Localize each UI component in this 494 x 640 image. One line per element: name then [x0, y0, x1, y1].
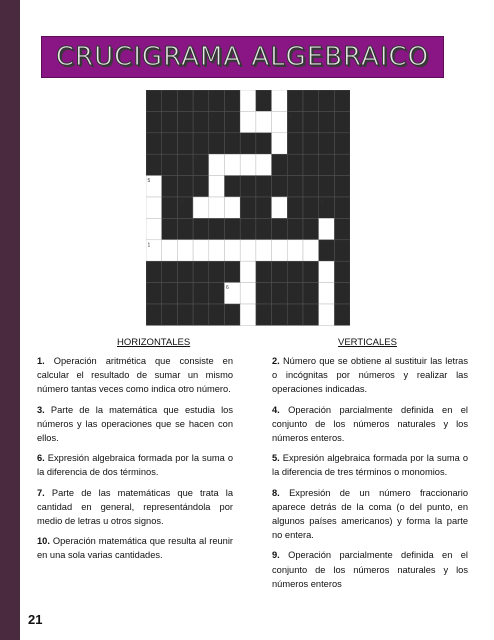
clue-text: Parte de las matemáticas que trata la cantidad en general, representándola por medio de letras u otros signos. — [37, 487, 233, 527]
crossword-cell-black — [287, 283, 303, 304]
crossword-cell-white[interactable] — [256, 240, 272, 261]
crossword-cell-black — [303, 176, 319, 197]
crossword-cell-black — [162, 218, 178, 239]
clue-item — [272, 403, 468, 446]
clue-text: Número que se obtiene al sustituir las letras o incógnitas por números y realizar las operaciones indicadas. — [272, 356, 468, 395]
crossword-cell-black — [193, 176, 209, 197]
crossword-cell-black — [225, 176, 241, 197]
crossword-cell-black — [225, 133, 241, 154]
crossword-cell-black — [225, 304, 241, 325]
crossword-cell-black — [146, 261, 162, 282]
crossword-cell-white[interactable] — [146, 197, 162, 218]
crossword-cell-white[interactable] — [319, 218, 335, 239]
crossword-cell-black — [287, 304, 303, 325]
crossword-clue-number: 2 — [210, 92, 214, 99]
crossword-cell-black — [256, 261, 272, 282]
crossword-cell-black — [162, 197, 178, 218]
crossword-cell-black — [272, 176, 288, 197]
clue-number: 1. — [37, 356, 45, 366]
crossword-cell-black — [287, 218, 303, 239]
verticales-heading: VERTICALES — [338, 337, 397, 348]
crossword-cell-white[interactable] — [256, 154, 272, 175]
crossword-cell-black — [193, 304, 209, 325]
clue-number: 2. — [272, 356, 280, 366]
crossword-cell-black — [209, 133, 225, 154]
crossword-cell-black — [256, 197, 272, 218]
crossword-cell-black — [334, 111, 350, 132]
crossword-cell-black — [209, 218, 225, 239]
crossword-cell-black — [162, 111, 178, 132]
verticales-clues — [272, 354, 468, 597]
crossword-cell-white[interactable] — [177, 240, 193, 261]
crossword-cell-black — [177, 154, 193, 175]
clue-item — [37, 403, 233, 446]
crossword-cell-black — [334, 261, 350, 282]
crossword-cell-black — [334, 218, 350, 239]
clue-number: 8. — [272, 487, 280, 498]
crossword-cell-black — [162, 154, 178, 175]
crossword-cell-black — [146, 111, 162, 132]
clue-number: 9. — [272, 550, 280, 561]
crossword-clue-number: 5 — [147, 178, 151, 185]
crossword-cell-white[interactable] — [240, 154, 256, 175]
crossword-cell-black — [287, 261, 303, 282]
crossword-cell-black — [303, 133, 319, 154]
clue-text: Expresión algebraica formada por la suma o la diferencia de dos términos. — [37, 453, 233, 478]
crossword-cell-black — [256, 218, 272, 239]
crossword-cell-white[interactable] — [146, 218, 162, 239]
crossword-clue-number: 7 — [210, 113, 214, 120]
crossword-cell-black — [287, 176, 303, 197]
clue-text: Parte de la matemática que estudia los números y las operaciones que se hacen con ellos. — [37, 404, 233, 444]
crossword-cell-black — [287, 197, 303, 218]
crossword-cell-black — [146, 133, 162, 154]
crossword-cell-black — [177, 111, 193, 132]
side-bar — [0, 0, 20, 640]
crossword-cell-white[interactable] — [240, 111, 256, 132]
clue-item — [272, 486, 468, 543]
crossword-cell-black — [225, 261, 241, 282]
crossword-cell-black — [177, 90, 193, 111]
crossword-cell-black — [319, 154, 335, 175]
horizontales-heading: HORIZONTALES — [117, 337, 191, 348]
crossword-cell-black — [225, 90, 241, 111]
crossword-cell-white[interactable] — [240, 90, 256, 111]
crossword-cell-black — [209, 304, 225, 325]
crossword-cell-white[interactable] — [209, 197, 225, 218]
crossword-cell-white[interactable] — [272, 197, 288, 218]
crossword-clue-number: 6 — [226, 285, 229, 292]
crossword-cell-black — [319, 111, 335, 132]
crossword-cell-black — [256, 176, 272, 197]
crossword-cell-black — [209, 283, 225, 304]
crossword-cell-black — [303, 154, 319, 175]
crossword-cell-black — [319, 176, 335, 197]
crossword-cell-black — [272, 154, 288, 175]
crossword-cell-black — [334, 154, 350, 175]
crossword-cell-black — [272, 283, 288, 304]
crossword-cell-black — [162, 283, 178, 304]
crossword-cell-black — [240, 218, 256, 239]
clue-item — [272, 548, 468, 591]
crossword-cell-white[interactable] — [240, 240, 256, 261]
crossword-cell-black — [177, 218, 193, 239]
crossword-cell-black — [334, 176, 350, 197]
crossword-cell-black — [240, 133, 256, 154]
clue-number: 5. — [272, 453, 280, 464]
crossword-cell-white[interactable] — [209, 176, 225, 197]
crossword-cell-black — [146, 283, 162, 304]
crossword-cell-white[interactable] — [256, 111, 272, 132]
horizontales-clues — [37, 354, 233, 569]
crossword-clue-number: 4 — [320, 199, 323, 206]
crossword-cell-black — [177, 304, 193, 325]
clue-number: 10. — [37, 536, 50, 547]
crossword-cell-black — [177, 283, 193, 304]
crossword-cell-black — [256, 283, 272, 304]
crossword-cell-black — [287, 154, 303, 175]
crossword-cell-black — [303, 218, 319, 239]
crossword-cell-black — [240, 197, 256, 218]
crossword-cell-white[interactable] — [319, 261, 335, 282]
crossword-cell-black — [193, 111, 209, 132]
crossword-cell-black — [334, 240, 350, 261]
crossword-cell-white[interactable] — [225, 240, 241, 261]
crossword-cell-black — [287, 133, 303, 154]
crossword-cell-black — [287, 90, 303, 111]
clue-item — [272, 354, 468, 397]
crossword-clue-number: 8 — [257, 92, 261, 99]
crossword-cell-white[interactable] — [240, 304, 256, 325]
crossword-cell-white[interactable] — [272, 111, 288, 132]
crossword-cell-white[interactable] — [272, 133, 288, 154]
clue-number: 6. — [37, 453, 45, 464]
crossword-cell-black — [256, 133, 272, 154]
crossword-cell-black — [319, 133, 335, 154]
crossword-cell-black — [256, 304, 272, 325]
crossword-cell-white[interactable] — [272, 240, 288, 261]
crossword-cell-white[interactable] — [240, 283, 256, 304]
crossword-cell-black — [303, 283, 319, 304]
crossword-cell-white[interactable] — [272, 90, 288, 111]
clue-number: 3. — [37, 404, 45, 415]
clue-text: Expresión algebraica formada por la suma o la diferencia de tres términos o monomios. — [272, 453, 468, 478]
crossword-grid — [146, 90, 350, 326]
crossword-cell-white[interactable] — [240, 261, 256, 282]
crossword-cell-white[interactable] — [319, 283, 335, 304]
crossword-cell-black — [209, 261, 225, 282]
crossword-cell-black — [193, 283, 209, 304]
crossword-cell-black — [162, 304, 178, 325]
clue-number: 7. — [37, 487, 45, 498]
crossword-cell-black — [146, 304, 162, 325]
crossword-cell-white[interactable] — [209, 240, 225, 261]
crossword-cell-black — [240, 176, 256, 197]
crossword-cell-black — [225, 111, 241, 132]
crossword-cell-white[interactable] — [225, 154, 241, 175]
crossword-cell-black — [303, 90, 319, 111]
crossword-clue-number: 1 — [147, 242, 151, 249]
crossword-cell-black — [193, 218, 209, 239]
clue-number: 4. — [272, 404, 280, 415]
crossword-cell-black — [193, 90, 209, 111]
crossword-cell-black — [177, 176, 193, 197]
crossword-cell-black — [334, 304, 350, 325]
crossword-cell-white[interactable] — [303, 240, 319, 261]
crossword-cell-black — [146, 154, 162, 175]
crossword-cell-black — [334, 90, 350, 111]
crossword-cell-black — [303, 197, 319, 218]
crossword-cell-black — [272, 304, 288, 325]
crossword-cell-black — [334, 197, 350, 218]
crossword-cell-black — [146, 90, 162, 111]
clue-item — [37, 354, 233, 397]
crossword-cell-white[interactable] — [225, 197, 241, 218]
crossword-cell-black — [177, 133, 193, 154]
crossword-cell-black — [303, 261, 319, 282]
crossword-cell-white[interactable] — [209, 154, 225, 175]
crossword-cell-white[interactable] — [193, 197, 209, 218]
crossword-cell-black — [334, 133, 350, 154]
crossword-cell-black — [162, 90, 178, 111]
clue-text: Operación parcialmente definida en el conjunto de los números naturales y los números enteros — [272, 550, 468, 589]
crossword-cell-black — [225, 218, 241, 239]
crossword-clue-number: 10 — [178, 199, 185, 206]
crossword-cell-white[interactable] — [193, 240, 209, 261]
crossword-cell-black — [272, 218, 288, 239]
clue-text: Operación parcialmente definida en el conjunto de los números naturales y los números enteros. — [272, 404, 468, 444]
crossword-cell-black — [303, 304, 319, 325]
crossword-cell-black — [303, 111, 319, 132]
title-banner — [41, 36, 444, 78]
crossword-cell-black — [319, 90, 335, 111]
crossword-cell-black — [162, 176, 178, 197]
page-title: CRUCIGRAMA ALGEBRAICO — [55, 42, 430, 72]
crossword-cell-black — [162, 261, 178, 282]
crossword-cell-black — [319, 240, 335, 261]
crossword-cell-white[interactable] — [287, 240, 303, 261]
crossword-cell-black — [193, 133, 209, 154]
crossword-cell-black — [272, 261, 288, 282]
clue-item — [37, 534, 233, 562]
crossword-cell-black — [193, 261, 209, 282]
clue-text: Operación matemática que resulta al reunir en una sola varias cantidades. — [37, 536, 233, 561]
crossword-cell-white[interactable] — [162, 240, 178, 261]
crossword-clue-number: 3 — [194, 156, 198, 163]
crossword-cell-black — [162, 133, 178, 154]
clue-item — [37, 486, 233, 529]
crossword-cell-black — [334, 283, 350, 304]
page-number: 21 — [28, 612, 43, 627]
clue-text: Operación aritmética que consiste en calcular el resultado de sumar un mismo número tantas veces como indica otro número. — [37, 356, 233, 395]
crossword-cell-white[interactable] — [319, 304, 335, 325]
crossword-clue-number: 9 — [288, 113, 292, 120]
clue-item — [37, 451, 233, 479]
crossword-cell-black — [177, 261, 193, 282]
clue-item — [272, 451, 468, 479]
clue-text: Expresión de un número fraccionario aparece detrás de la coma (o del punto, en algunos países americanos) y forma la parte no entera. — [272, 487, 468, 541]
